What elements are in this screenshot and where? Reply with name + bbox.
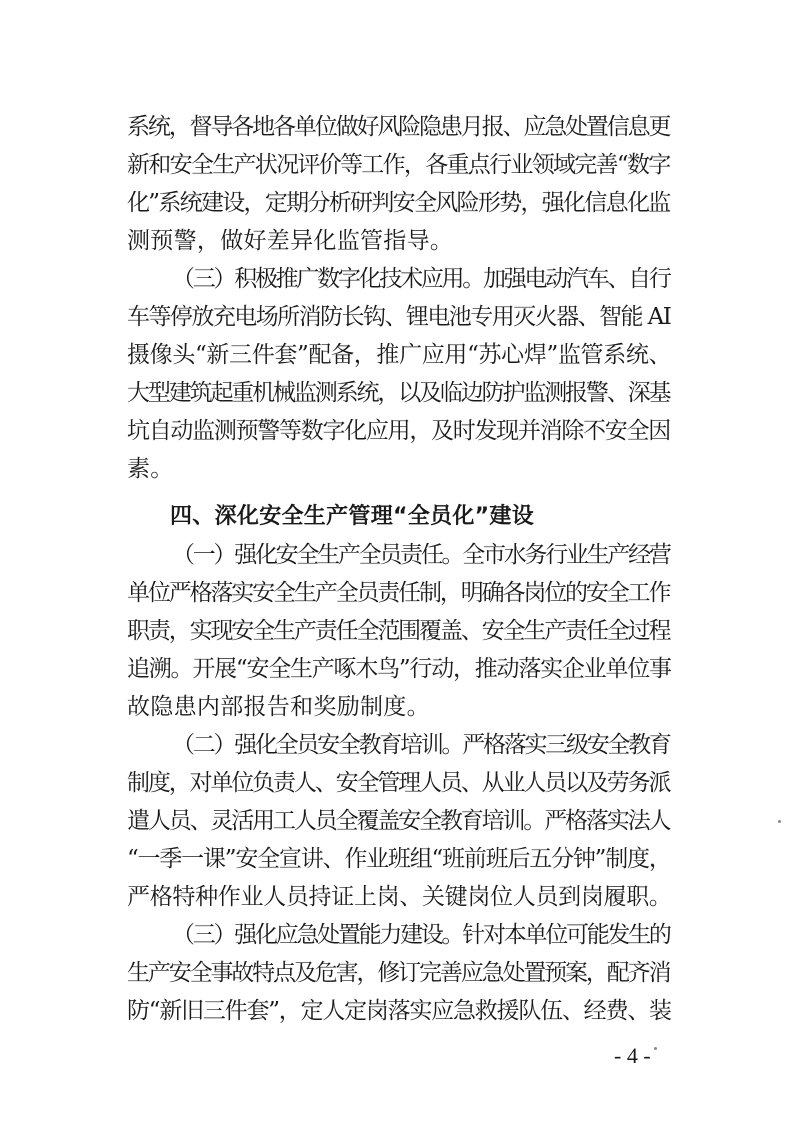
scan-speck: [654, 1047, 657, 1050]
paragraph-line: （三）积极推广数字化技术应用。加强电动汽车、自行: [172, 266, 670, 292]
paragraph-line: （一）强化安全生产全员责任。全市水务行业生产经营: [172, 542, 670, 568]
paragraph-line: 化”系统建设，定期分析研判安全风险形势，强化信息化监: [127, 190, 670, 216]
paragraph-line: 单位严格落实安全生产全员责任制，明确各岗位的安全工作: [127, 580, 670, 606]
section-heading: 四、深化安全生产管理“全员化”建设: [170, 504, 535, 529]
paragraph-line: 摄像头“新三件套”配备，推广应用“苏心焊”监管系统、: [127, 342, 672, 368]
paragraph-line: 大型建筑起重机械监测系统，以及临边防护监测报警、深基: [127, 380, 670, 406]
paragraph-line: 测预警，做好差异化监管指导。: [127, 228, 454, 254]
paragraph-line: 新和安全生产状况评价等工作，各重点行业领域完善“数字: [127, 152, 670, 178]
paragraph-line: 严格特种作业人员持证上岗、关键岗位人员到岗履职。: [127, 884, 672, 910]
paragraph-line: （三）强化应急处置能力建设。针对本单位可能发生的: [172, 922, 670, 948]
paragraph-line: 系统，督导各地各单位做好风险隐患月报、应急处置信息更: [127, 114, 670, 140]
paragraph-line: （二）强化全员安全教育培训。严格落实三级安全教育: [172, 732, 670, 758]
paragraph-line: 防“新旧三件套”，定人定岗落实应急救援队伍、经费、装: [127, 998, 671, 1024]
paragraph-line: 追溯。开展“安全生产啄木鸟”行动，推动落实企业单位事: [127, 656, 671, 682]
paragraph-line: 素。: [127, 456, 174, 482]
paragraph-line: “一季一课”安全宣讲、作业班组“班前班后五分钟”制度，: [127, 846, 671, 872]
page-number: - 4 -: [614, 1043, 651, 1068]
paragraph-line: 生产安全事故特点及危害，修订完善应急处置预案，配齐消: [127, 960, 670, 986]
paragraph-line: 故隐患内部报告和奖励制度。: [127, 694, 430, 720]
paragraph-line: 坑自动监测预警等数字化应用，及时发现并消除不安全因: [127, 418, 670, 444]
scan-speck: [778, 820, 781, 823]
paragraph-line: 职责，实现安全生产责任全范围覆盖、安全生产责任全过程: [127, 618, 670, 644]
paragraph-line: 制度，对单位负责人、安全管理人员、从业人员以及劳务派: [127, 770, 670, 796]
paragraph-line: 遣人员、灵活用工人员全覆盖安全教育培训。严格落实法人: [127, 808, 670, 834]
paragraph-line: 车等停放充电场所消防长钩、锂电池专用灭火器、智能 AI: [127, 304, 671, 330]
